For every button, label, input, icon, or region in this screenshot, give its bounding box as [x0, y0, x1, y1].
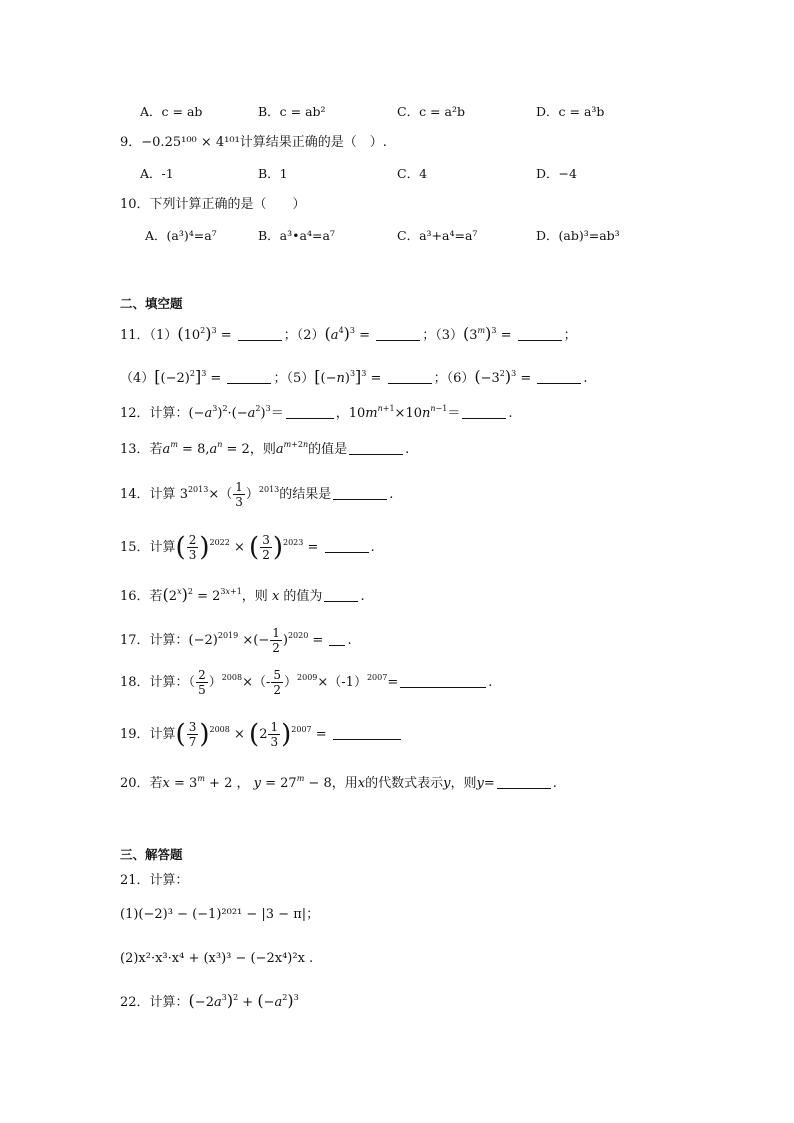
q8-option-b: [258, 102, 326, 122]
q8-option-a: [140, 102, 202, 122]
q9-option-b-text: B．1: [258, 166, 288, 181]
fraction: $\frac{5}{2}$: [273, 668, 282, 697]
q18: 18．计算：（ $\frac{2}{5}$ ）$^{2008}$×（- $\frac{5}{2}$ ）$^{2009}\times(-1)^{2007}=$ .: [120, 668, 493, 697]
q11-number: 11．: [120, 328, 150, 343]
q9-stem: [120, 133, 387, 153]
q14-tail: 的结果是: [279, 487, 332, 502]
q22: 22．计算：$(-2a^3)^2 + (-a^2)^3$: [120, 991, 299, 1010]
section-heading-fill-in: [120, 294, 183, 314]
q20-mid: ，用: [331, 776, 358, 791]
q17-end: .: [347, 633, 352, 648]
q13-end: .: [405, 442, 410, 457]
answer-blank[interactable]: [333, 487, 387, 500]
section-heading-solve: [120, 845, 183, 865]
q11-row-1: 11．$(1)(10^2)^3$ = ；$(2)(a^4)^3$ = ；$(3)(3^m)^3$ = ；: [120, 324, 577, 343]
q21-part-2: [120, 949, 313, 969]
q12-number: 12．计算：: [120, 406, 189, 421]
q10-option-d: [536, 226, 620, 246]
q16-mid: ，则: [241, 589, 268, 604]
q16: 16．若$(2^x)^2 = 2^{3x+1}$，则 x 的值为 .: [120, 585, 365, 604]
q19-number: 19．计算: [120, 727, 176, 742]
q10-option-a-text: A．(a³)⁴=a⁷: [145, 228, 217, 243]
fraction: $\frac{1}{2}$: [272, 626, 280, 655]
q11-part-3-label: （3）: [435, 328, 463, 343]
answer-blank[interactable]: [227, 371, 271, 384]
fraction: $\frac{2}{5}$: [198, 668, 206, 697]
q21-part-2-text: (2)x²·x³·x⁴ + (x³)³ − (−2x⁴)²x .: [120, 951, 314, 966]
section-2-title: 二、填空题: [120, 296, 183, 311]
fraction: $\frac{1}{3}$: [235, 480, 243, 509]
q8-option-c-text: C．c = a²b: [397, 104, 465, 119]
q21-number: 21．计算：: [120, 873, 189, 888]
q21-part-1: [120, 905, 319, 925]
q8-option-c: [397, 102, 465, 122]
q11-eq-5: =: [370, 371, 382, 386]
q11-part-4-label: （4）: [120, 371, 155, 386]
q9-option-c: [397, 164, 427, 184]
fraction: $\frac{2}{3}$: [188, 533, 197, 562]
q11-part-6-label: （6）: [446, 371, 475, 386]
fraction: $\frac{3}{2}$: [262, 533, 270, 562]
q20-end: .: [552, 776, 557, 791]
q11-eq-1: =: [220, 328, 232, 343]
q8-option-a-text: A．c = ab: [140, 104, 203, 119]
q9-option-c-text: C．4: [397, 166, 428, 181]
q13: 13．若$a^m = 8,a^n = 2$，则$a^{m+2n}$的值是 .: [120, 440, 410, 457]
q8-option-b-text: B．c = ab²: [258, 104, 326, 119]
answer-blank[interactable]: [324, 589, 358, 602]
q11-sep-2: ；: [422, 328, 436, 343]
q9-option-a: [140, 164, 174, 184]
answer-blank[interactable]: [388, 371, 432, 384]
q14-number: 14．计算: [120, 487, 180, 502]
q20-mid3: ，则: [450, 776, 477, 791]
answer-blank[interactable]: [518, 328, 562, 341]
q12-end: .: [508, 406, 513, 421]
q20: 20．若$x = 3^m + 2$ ， $y = 27^m - 8$，用x的代数式表示y，则y= .: [120, 774, 557, 791]
q9-option-d: [536, 164, 577, 184]
q9-option-d-text: D．−4: [536, 166, 577, 181]
q11-eq-4: =: [210, 371, 222, 386]
q8-option-d-text: D．c = a³b: [536, 104, 605, 119]
q21-part-1-text: (1)(−2)³ − (−1)²⁰²¹ − |3 − π|；: [120, 907, 320, 922]
q9-option-a-text: A．-1: [140, 166, 174, 181]
q8-option-d: [536, 102, 604, 122]
q11-part-2-label: （2）: [296, 328, 325, 343]
q19: 19．计算( $\frac{3}{7}$ )$^{2008}$ × (2 $\frac{1}{3}$ )$^{2007}$ =: [120, 720, 403, 749]
section-3-title: 三、解答题: [120, 847, 183, 862]
q10-stem: [120, 195, 306, 215]
q11-part-1-label: （1）: [149, 328, 178, 343]
q13-tail: 的值是: [308, 442, 348, 457]
answer-blank[interactable]: [238, 328, 282, 341]
q13-mid: ，则: [249, 442, 276, 457]
q10-option-c-text: C．a³+a⁴=a⁷: [397, 228, 478, 243]
answer-blank[interactable]: [329, 633, 345, 646]
fraction: $\frac{3}{7}$: [188, 720, 197, 749]
q11-sep-1: ；: [283, 328, 297, 343]
answer-blank[interactable]: [462, 406, 506, 419]
answer-blank[interactable]: [286, 406, 334, 419]
q12: 12．计算：$(-a^3)^2\cdot(-a^2)^3=$ ，$10m^{n+1}\times 10n^{n-1}=$ .: [120, 404, 513, 421]
q17: 17．计算：$(-2)^{2019}$ ×(− $\frac{1}{2}$ )$^{2020}$ = .: [120, 626, 352, 655]
q9-stem-text: 9．−0.25¹⁰⁰ × 4¹⁰¹计算结果正确的是（ ）.: [120, 135, 387, 150]
q11-eq-6: =: [520, 371, 532, 386]
q18-end: .: [488, 675, 493, 690]
q18-number: 18．计算：: [120, 675, 189, 690]
answer-blank[interactable]: [537, 371, 581, 384]
q10-option-a: [145, 226, 217, 246]
q15-number: 15．计算: [120, 540, 176, 555]
q14: 14．计算 $3^{2013}\times$（ $\frac{1}{3}$ ）$^{2013}$的结果是 .: [120, 480, 394, 509]
q10-option-b: [258, 226, 335, 246]
answer-blank[interactable]: [497, 776, 551, 789]
q11-eq-2: =: [359, 328, 371, 343]
q11-eq-3: =: [500, 328, 512, 343]
q10-option-d-text: D．(ab)³=ab³: [536, 228, 620, 243]
q16-tail: 的值为: [283, 589, 323, 604]
q14-end: .: [389, 487, 394, 502]
q21-stem: [120, 871, 189, 891]
q11-sep-4: ；: [273, 371, 287, 386]
q11-sep-5: ；: [433, 371, 447, 386]
answer-blank[interactable]: [333, 727, 401, 740]
answer-blank[interactable]: [325, 540, 369, 553]
q15-end: .: [370, 540, 375, 555]
q10-option-c: [397, 226, 477, 246]
q12-sep: ，: [335, 406, 349, 421]
q11-end: .: [583, 371, 588, 386]
q11-part-5-label: （5）: [286, 371, 315, 386]
q20-mid2: 的代数式表示: [365, 776, 444, 791]
q16-number: 16．若: [120, 589, 163, 604]
answer-blank[interactable]: [400, 675, 486, 688]
q9-option-b: [258, 164, 288, 184]
q13-number: 13．若: [120, 442, 163, 457]
q10-stem-text: 10．下列计算正确的是（ ）: [120, 197, 306, 212]
q17-number: 17．计算：: [120, 633, 189, 648]
q15: 15．计算( $\frac{2}{3}$ )$^{2022}$ × ( $\frac{3}{2}$ )$^{2023}$ = .: [120, 532, 375, 563]
q22-number: 22．计算：: [120, 995, 189, 1010]
q10-option-b-text: B．a³•a⁴=a⁷: [258, 228, 335, 243]
fraction: $\frac{1}{3}$: [270, 720, 279, 749]
answer-blank[interactable]: [349, 442, 403, 455]
answer-blank[interactable]: [376, 328, 420, 341]
q20-number: 20．若: [120, 776, 163, 791]
q11-row-2: $(4)[(-2)^2]^3$ = ；$(5)[(-n)^3]^3$ = ；$(6)(-3^2)^3$ = .: [120, 367, 588, 386]
q11-sep-3: ；: [563, 328, 577, 343]
q16-end: .: [360, 589, 365, 604]
